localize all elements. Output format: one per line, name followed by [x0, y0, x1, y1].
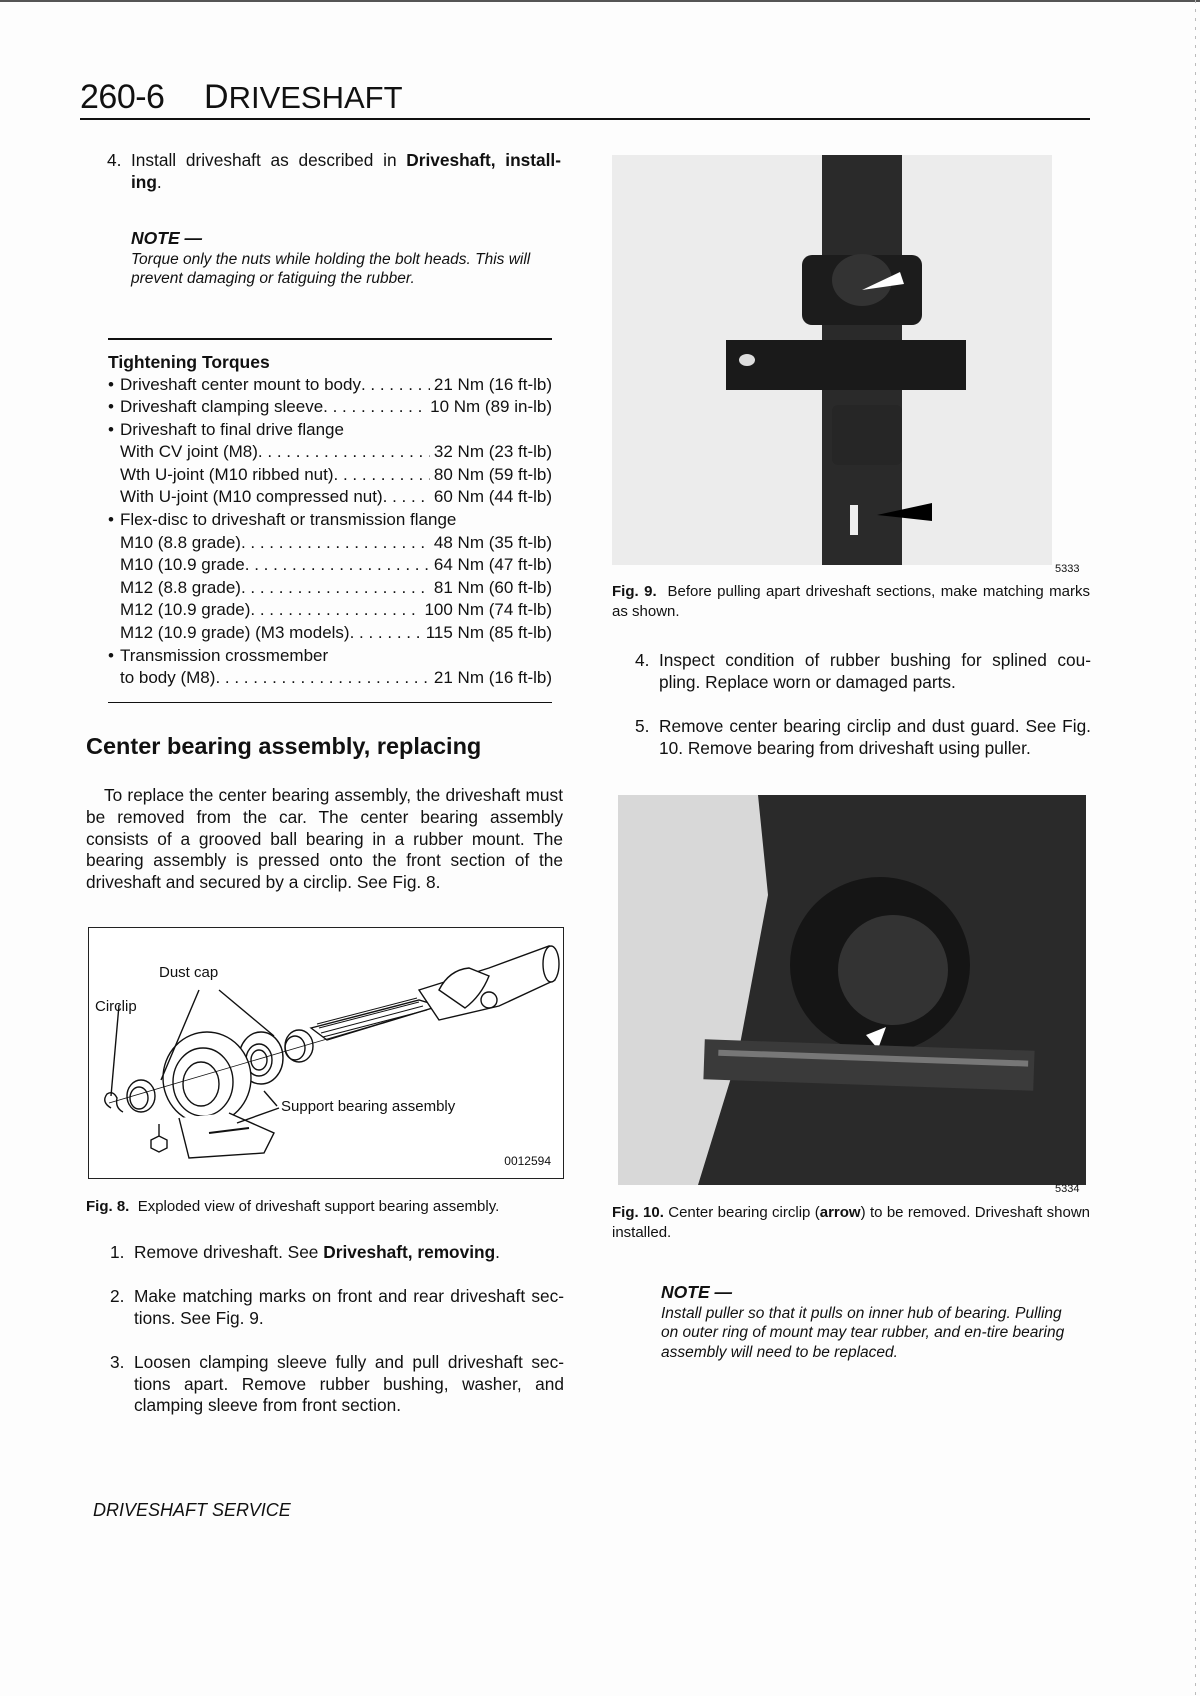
torque-label: • Flex-disc to driveshaft or transmission flange: [108, 509, 456, 532]
torque-row: [108, 599, 552, 622]
fig10-caption: Fig. 10. Center bearing circlip (arrow) to be removed. Driveshaft shown installed.: [612, 1204, 1090, 1241]
torque-row: [108, 667, 552, 690]
note-text: Torque only the nuts while holding the bolt heads. This will prevent damaging or fatiguing the rubber.: [131, 250, 531, 287]
torque-row: [108, 554, 552, 577]
fig8-diagram: [88, 927, 564, 1179]
torque-value: 64 Nm (47 ft-lb): [433, 555, 552, 575]
leader-dots: [323, 396, 426, 419]
leader-dots: [383, 486, 430, 509]
note-heading: NOTE —: [661, 1282, 732, 1302]
torque-label: With U-joint (M10 compressed nut): [120, 487, 383, 507]
page-footer: DRIVESHAFT SERVICE: [93, 1500, 291, 1520]
torque-label: • Driveshaft clamping sleeve: [108, 396, 323, 419]
label-dust-cap: Dust cap: [159, 964, 219, 981]
note-text: Install puller so that it pulls on inner hub of bearing. Pulling on outer ring of mount may tear rubber, and en-tire bearing assembly will need to be replaced.: [661, 1304, 1065, 1361]
note-puller: [661, 1282, 1081, 1362]
torque-label: Wth U-joint (M10 ribbed nut): [120, 464, 334, 484]
step-5-remove: 5. Remove center bearing circlip and dust guard. See Fig. 10. Remove bearing from driveshaft using puller.: [635, 716, 1091, 758]
step-3: 3. Loosen clamping sleeve fully and pull driveshaft sec-tions apart. Remove rubber bushing, washer, and clamping sleeve from front section.: [110, 1352, 564, 1415]
fig8-code: 0012594: [504, 1154, 551, 1168]
torque-value: 100 Nm (74 ft-lb): [424, 600, 552, 620]
torque-label: M12 (8.8 grade): [120, 577, 241, 597]
xref-driveshaft-removing[interactable]: Driveshaft, removing: [323, 1242, 496, 1262]
leader-dots: [241, 577, 430, 600]
tightening-torques-box: [108, 338, 552, 703]
label-circlip: Circlip: [95, 998, 137, 1015]
torque-label: With CV joint (M8): [120, 442, 258, 462]
torque-label: M12 (10.9 grade) (M3 models): [120, 623, 350, 643]
torque-label: • Driveshaft center mount to body: [108, 374, 361, 397]
leader-dots: [350, 622, 422, 645]
fig8-caption: Fig. 8. Exploded view of driveshaft support bearing assembly.: [86, 1198, 500, 1215]
torque-value: 21 Nm (16 ft-lb): [433, 668, 552, 688]
scan-edge: [1195, 0, 1196, 1696]
step-4-inspect: 4. Inspect condition of rubber bushing for splined cou-pling. Replace worn or damaged parts.: [635, 650, 1091, 692]
torque-row: [108, 374, 552, 397]
leader-dots: [245, 554, 430, 577]
section-intro: To replace the center bearing assembly, the driveshaft must be removed from the car. The center bearing assembly consists of a grooved ball bearing in a rubber mount. The bearing assembly is pressed onto the front section of the driveshaft and secured by a circlip. See Fig. 8.: [86, 785, 563, 893]
leader-dots: [334, 464, 430, 487]
leader-dots: [241, 532, 430, 555]
torque-label: M10 (10.9 grade: [120, 555, 245, 575]
torques-list: [108, 374, 552, 690]
torque-row: [108, 645, 552, 668]
torque-row: [108, 441, 552, 464]
torque-row: [108, 419, 552, 442]
torque-value: 21 Nm (16 ft-lb): [433, 374, 552, 394]
torque-row: [108, 486, 552, 509]
fig10-code: 5334: [1055, 1183, 1080, 1195]
leader-dots: [215, 667, 429, 690]
torque-value: 32 Nm (23 ft-lb): [433, 442, 552, 462]
torque-value: 80 Nm (59 ft-lb): [433, 464, 552, 484]
torque-value: 60 Nm (44 ft-lb): [433, 487, 552, 507]
torque-value: 48 Nm (35 ft-lb): [433, 532, 552, 552]
note-torque: [131, 228, 551, 289]
step-2: 2. Make matching marks on front and rear driveshaft sec-tions. See Fig. 9.: [110, 1286, 564, 1328]
leader-dots: [361, 374, 430, 397]
step-1: 1. Remove driveshaft. See Driveshaft, removing.: [110, 1242, 500, 1262]
torque-label: M10 (8.8 grade): [120, 532, 241, 552]
torque-label: • Driveshaft to final drive flange: [108, 419, 344, 442]
torque-label: • Transmission crossmember: [108, 645, 328, 668]
page-number: 260-6: [80, 78, 165, 116]
torques-title: Tightening Torques: [108, 351, 270, 372]
xref-driveshaft-installing[interactable]: Driveshaft, install-ing: [131, 150, 561, 192]
step-install: 4. Install driveshaft as described in Driveshaft, install-ing.: [107, 150, 561, 192]
section-title: DRIVESHAFT: [204, 78, 403, 116]
section-heading: Center bearing assembly, replacing: [86, 733, 482, 759]
box-rule-top: [108, 338, 552, 340]
page-top-border: [0, 0, 1200, 2]
header-rule: [80, 118, 1090, 120]
torque-row: [108, 509, 552, 532]
fig9-photo: [612, 155, 1052, 565]
fig9-code: 5333: [1055, 563, 1080, 575]
torque-row: [108, 532, 552, 555]
torque-value: 81 Nm (60 ft-lb): [433, 577, 552, 597]
torque-row: [108, 464, 552, 487]
torque-row: [108, 396, 552, 419]
driveshaft-matching-marks-photo: [612, 155, 1052, 565]
torque-row: [108, 577, 552, 600]
torque-row: [108, 622, 552, 645]
torque-value: 115 Nm (85 ft-lb): [425, 623, 552, 643]
leader-dots: [258, 441, 430, 464]
torque-label: M12 (10.9 grade): [120, 600, 251, 620]
label-support-bearing: Support bearing assembly: [281, 1098, 456, 1115]
center-bearing-circlip-photo: [618, 795, 1086, 1185]
box-rule-bottom: [108, 702, 552, 704]
fig10-photo: [618, 795, 1086, 1185]
note-heading: NOTE —: [131, 228, 202, 248]
torque-value: 10 Nm (89 in-lb): [430, 397, 552, 417]
torque-label: to body (M8): [120, 668, 216, 688]
page-header: [80, 78, 1090, 117]
leader-dots: [250, 599, 420, 622]
fig9-caption: Fig. 9. Before pulling apart driveshaft sections, make matching marks as shown.: [612, 583, 1091, 620]
